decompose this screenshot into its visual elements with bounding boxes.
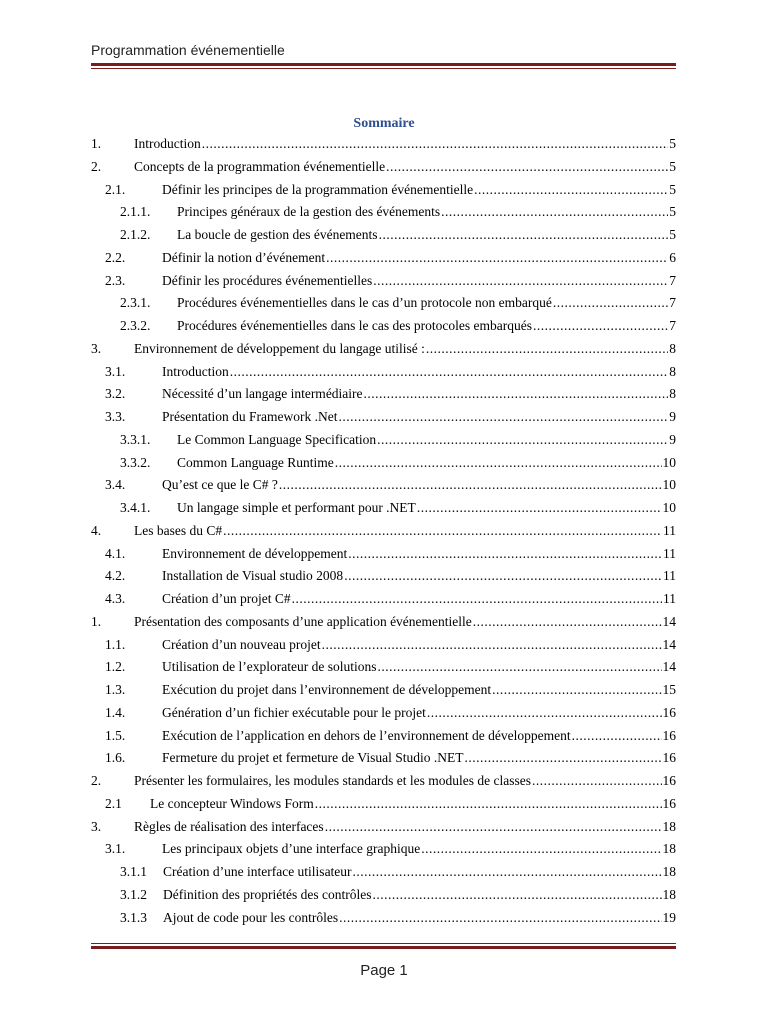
toc-entry[interactable] [91,725,676,748]
toc-entry-title: Génération d’un fichier exécutable pour le projet [162,704,426,720]
toc-entry-page: 11 [663,522,676,538]
toc-entry[interactable] [91,679,676,702]
toc-entry-number: 3.1.1 [120,864,147,879]
toc-dot-leader [348,543,662,566]
toc-entry-title: Le Common Language Specification [177,431,377,447]
toc-entry[interactable] [91,520,676,543]
toc-entry[interactable] [91,361,676,384]
toc-entry-page: 5 [669,181,676,197]
toc-dot-leader [553,292,668,315]
toc-entry[interactable] [91,861,676,884]
toc-entry-number: 1.4. [105,704,126,720]
toc-entry-page: 6 [669,249,676,265]
toc-entry-page: 14 [662,636,676,652]
toc-entry-title: Définition des propriétés des contrôles [163,886,372,902]
toc-entry-title: Fermeture du projet et fermeture de Visual Studio .NET [162,750,464,766]
toc-entry-number: 2. [91,773,102,788]
toc-dot-leader [386,156,668,179]
toc-entry-page: 16 [662,750,676,766]
toc-dot-leader [473,611,662,634]
toc-entry-number: 3.2. [105,386,126,402]
toc-dot-leader [292,588,662,611]
toc-dot-leader [338,406,668,429]
toc-entry-page: 5 [669,158,676,174]
toc-entry-number: 3.1. [105,363,126,379]
toc-dot-leader [326,247,668,270]
toc-entry-number: 4.1. [105,545,126,561]
toc-entry[interactable] [91,383,676,406]
toc-entry[interactable] [91,133,676,156]
toc-entry[interactable] [91,247,676,270]
toc-entry[interactable] [91,474,676,497]
toc-entry-number: 1.5. [105,727,126,743]
toc-entry-number: 1. [91,136,102,151]
toc-entry[interactable] [91,429,676,452]
header-divider-thin [91,68,676,69]
toc-entry-page: 16 [662,704,676,720]
toc-dot-leader [353,861,662,884]
toc-entry-page: 11 [663,545,676,561]
toc-entry-page: 18 [662,864,676,879]
toc-entry[interactable] [91,634,676,657]
toc-entry-title: Présenter les formulaires, les modules standards et les modules de classes [134,773,532,788]
toc-entry-title: Création d’une interface utilisateur [163,864,352,879]
toc-entry-title: Création d’un projet C# [162,591,291,606]
toc-entry-number: 3. [91,818,102,834]
toc-entry[interactable] [91,452,676,475]
toc-entry-title: Common Language Runtime [177,454,334,470]
toc-dot-leader [492,679,661,702]
toc-entry-title: Ajout de code pour les contrôles [163,909,339,925]
toc-entry-number: 3.4.1. [120,500,151,515]
header-divider [91,63,676,66]
toc-entry-number: 4. [91,522,102,538]
toc-entry-number: 3.3.2. [120,454,151,470]
toc-entry[interactable] [91,338,676,361]
toc-entry[interactable] [91,156,676,179]
toc-entry-page: 15 [662,682,676,697]
toc-dot-leader [223,520,662,543]
toc-entry[interactable] [91,315,676,338]
toc-entry-page: 16 [662,773,676,788]
toc-entry-title: Introduction [134,136,201,151]
toc-entry-page: 7 [669,295,676,311]
toc-entry-page: 14 [662,613,676,629]
toc-dot-leader [202,133,669,156]
toc-entry-number: 2.3.2. [120,318,151,333]
toc-entry-number: 3.4. [105,477,126,493]
toc-entry-page: 5 [669,227,676,242]
toc-entry[interactable] [91,884,676,907]
toc-entry-number: 2.1.2. [120,227,151,242]
toc-entry-page: 7 [669,272,676,288]
toc-entry-number: 1. [91,613,102,629]
toc-entry-page: 11 [663,568,676,584]
toc-entry[interactable] [91,656,676,679]
toc-entry-title: Exécution de l’application en dehors de l’environnement de développement [162,727,571,743]
toc-entry-page: 18 [662,841,676,857]
toc-dot-leader [441,201,668,224]
toc-dot-leader [322,634,662,657]
toc-entry-page: 18 [662,886,676,902]
toc-entry-title: Principes généraux de la gestion des événements [177,204,441,220]
toc-dot-leader [532,770,661,793]
toc-entry-number: 3. [91,340,102,356]
toc-entry[interactable] [91,793,676,816]
toc-entry-page: 7 [669,318,676,333]
toc-entry-title: Définir les principes de la programmation événementielle [162,181,474,197]
page-header-title: Programmation événementielle [91,42,285,58]
toc-entry-page: 11 [663,591,676,606]
toc-entry[interactable] [91,543,676,566]
toc-dot-leader [339,907,661,930]
toc-dot-leader [373,270,668,293]
toc-dot-leader [344,565,662,588]
toc-entry[interactable] [91,611,676,634]
toc-entry-title: Présentation des composants d’une application événementielle [134,613,472,629]
toc-dot-leader [474,179,668,202]
toc-entry-number: 2.2. [105,249,126,265]
toc-entry-number: 2.1. [105,181,126,197]
toc-dot-leader [417,497,662,520]
toc-entry-title: Procédures événementielles dans le cas d’un protocole non embarqué [177,295,552,311]
toc-entry-title: Qu’est ce que le C# ? [162,477,278,493]
toc-entry-number: 1.2. [105,659,126,675]
toc-entry[interactable] [91,270,676,293]
toc-entry-number: 2.3. [105,272,126,288]
toc-entry-page: 8 [669,386,676,402]
toc-entry-number: 4.2. [105,568,126,584]
toc-entry-page: 19 [662,909,676,925]
toc-entry[interactable] [91,702,676,725]
toc-entry[interactable] [91,747,676,770]
toc-entry-page: 8 [669,363,676,379]
toc-entry-number: 2. [91,158,102,174]
toc-entry-page: 18 [662,818,676,834]
table-of-contents [91,133,676,929]
toc-entry[interactable] [91,838,676,861]
toc-entry-number: 1.3. [105,682,126,697]
toc-entry-title: Procédures événementielles dans le cas des protocoles embarqués [177,318,532,333]
toc-entry[interactable] [91,179,676,202]
toc-entry-title: Installation de Visual studio 2008 [162,568,344,584]
toc-dot-leader [279,474,662,497]
toc-entry-title: Le concepteur Windows Form [150,795,314,811]
toc-entry-number: 1.6. [105,750,126,766]
footer-divider-thin [91,943,676,944]
toc-entry[interactable] [91,406,676,429]
toc-entry-page: 10 [662,500,676,515]
toc-dot-leader [533,315,668,338]
toc-dot-leader [230,361,669,384]
toc-entry-page: 10 [662,454,676,470]
toc-entry-number: 3.1.3 [120,909,147,925]
toc-dot-leader [364,383,669,406]
footer-divider [91,946,676,949]
toc-entry-title: Définir la notion d’événement [162,249,326,265]
toc-entry-title: Utilisation de l’explorateur de solutions [162,659,377,675]
toc-dot-leader [572,725,662,748]
toc-entry[interactable] [91,201,676,224]
toc-entry[interactable] [91,224,676,247]
toc-entry-number: 4.3. [105,591,126,606]
toc-entry-number: 3.3. [105,409,126,424]
toc-entry[interactable] [91,816,676,839]
toc-entry[interactable] [91,497,676,520]
toc-entry-number: 1.1. [105,636,126,652]
toc-entry-title: Un langage simple et performant pour .NET [177,500,416,515]
toc-dot-leader [315,793,662,816]
toc-entry-number: 3.1.2 [120,886,147,902]
toc-entry-title: Environnement de développement du langage utilisé : [134,340,425,356]
toc-entry-title: Exécution du projet dans l’environnement de développement [162,682,492,697]
page-number: Page 1 [360,962,408,979]
toc-entry-page: 14 [662,659,676,675]
toc-dot-leader [325,816,662,839]
toc-entry-number: 2.1.1. [120,204,151,220]
toc-entry-title: Environnement de développement [162,545,348,561]
toc-entry-page: 16 [662,727,676,743]
toc-entry[interactable] [91,907,676,930]
toc-entry-title: Introduction [162,363,229,379]
toc-entry-title: Les principaux objets d’une interface graphique [162,841,421,857]
toc-dot-leader [426,338,668,361]
toc-title: Sommaire [353,116,415,131]
toc-entry-title: Création d’un nouveau projet [162,636,321,652]
toc-dot-leader [427,702,662,725]
toc-dot-leader [464,747,661,770]
toc-entry-number: 3.1. [105,841,126,857]
toc-dot-leader [379,224,669,247]
toc-entry-page: 8 [669,340,676,356]
toc-entry-title: Définir les procédures événementielles [162,272,373,288]
toc-entry-title: Présentation du Framework .Net [162,409,338,424]
toc-entry-number: 2.1 [105,795,122,811]
toc-entry-title: La boucle de gestion des événements [177,227,378,242]
toc-dot-leader [372,884,661,907]
toc-entry-page: 9 [669,409,676,424]
toc-entry-page: 9 [669,431,676,447]
toc-entry-title: Règles de réalisation des interfaces [134,818,324,834]
toc-dot-leader [377,656,661,679]
toc-entry-number: 3.3.1. [120,431,151,447]
toc-dot-leader [421,838,661,861]
toc-entry[interactable] [91,770,676,793]
toc-entry-title: Concepts de la programmation événementielle [134,158,386,174]
toc-entry-title: Nécessité d’un langage intermédiaire [162,386,363,402]
toc-entry-page: 5 [669,204,676,220]
toc-entry-page: 5 [669,136,676,151]
toc-entry[interactable] [91,292,676,315]
toc-dot-leader [377,429,668,452]
toc-dot-leader [335,452,662,475]
toc-entry[interactable] [91,588,676,611]
toc-entry[interactable] [91,565,676,588]
toc-entry-title: Les bases du C# [134,522,223,538]
toc-entry-number: 2.3.1. [120,295,151,311]
toc-entry-page: 16 [662,795,676,811]
toc-entry-page: 10 [662,477,676,493]
